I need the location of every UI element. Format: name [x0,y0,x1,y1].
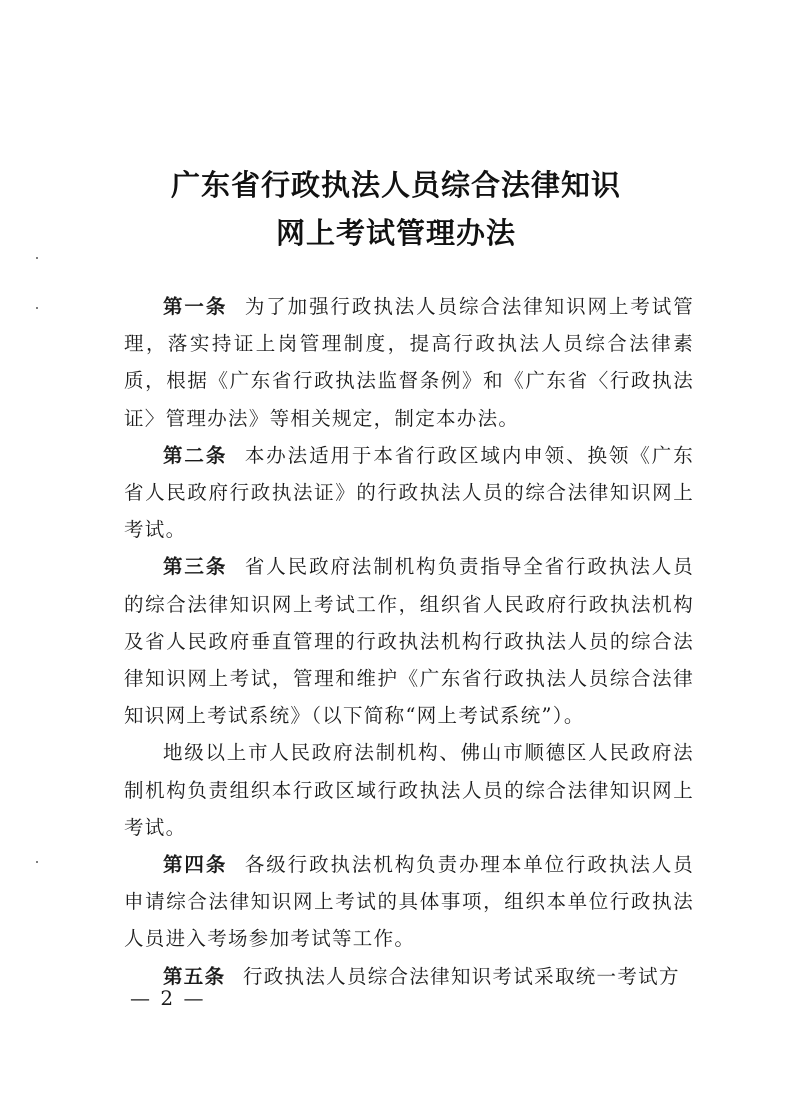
page-number: — 2 — [130,986,206,1010]
article-text: 本办法适用于本省行政区域内申领、换领《广东省人民政府行政执法证》的行政执法人员的综合法律知识网上考试。 [124,443,694,542]
binding-hole-mark [36,307,38,309]
article-text: 省人民政府法制机构负责指导全省行政执法人员的综合法律知识网上考试工作，组织省人民政府行政执法机构及省人民政府垂直管理的行政执法机构行政执法人员的综合法律知识网上考试，管理和维护《广东省行政执法人员综合法律知识网上考试系统》（以下简称“网上考试系统”）。 [124,555,694,728]
article-text: 行政执法人员综合法律知识考试采取统一考试方 [242,964,680,988]
binding-hole-mark [36,257,38,259]
article-label: 第一条 [163,295,228,318]
document-body [124,288,694,995]
article-label: 第三条 [163,555,228,579]
article-text: 各级行政执法机构负责办理本单位行政执法人员申请综合法律知识网上考试的具体事项，组织本单位行政执法人员进入考场参加考试等工作。 [124,853,694,951]
document-title-line-1: 广东省行政执法人员综合法律知识 [170,168,621,202]
article-label: 第五条 [163,964,226,988]
article-paragraph [124,437,694,549]
binding-hole-mark [36,861,38,863]
article-label: 第二条 [163,443,228,467]
article-text: 地级以上市人民政府法制机构、佛山市顺德区人民政府法制机构负责组织本行政区域行政执法人员的综合法律知识网上考试。 [124,741,694,839]
article-paragraph [124,846,694,958]
article-paragraph [124,288,694,437]
article-paragraph [124,958,694,995]
article-paragraph [124,734,694,846]
article-paragraph [124,548,694,734]
document-title-line-2: 网上考试管理办法 [275,216,516,250]
article-text: 为了加强行政执法人员综合法律知识网上考试管理，落实持证上岗管理制度，提高行政执法人员综合法律素质，根据《广东省行政执法监督条例》和《广东省〈行政执法证〉管理办法》等相关规定，制定本办法。 [124,295,694,430]
article-label: 第四条 [163,853,228,877]
